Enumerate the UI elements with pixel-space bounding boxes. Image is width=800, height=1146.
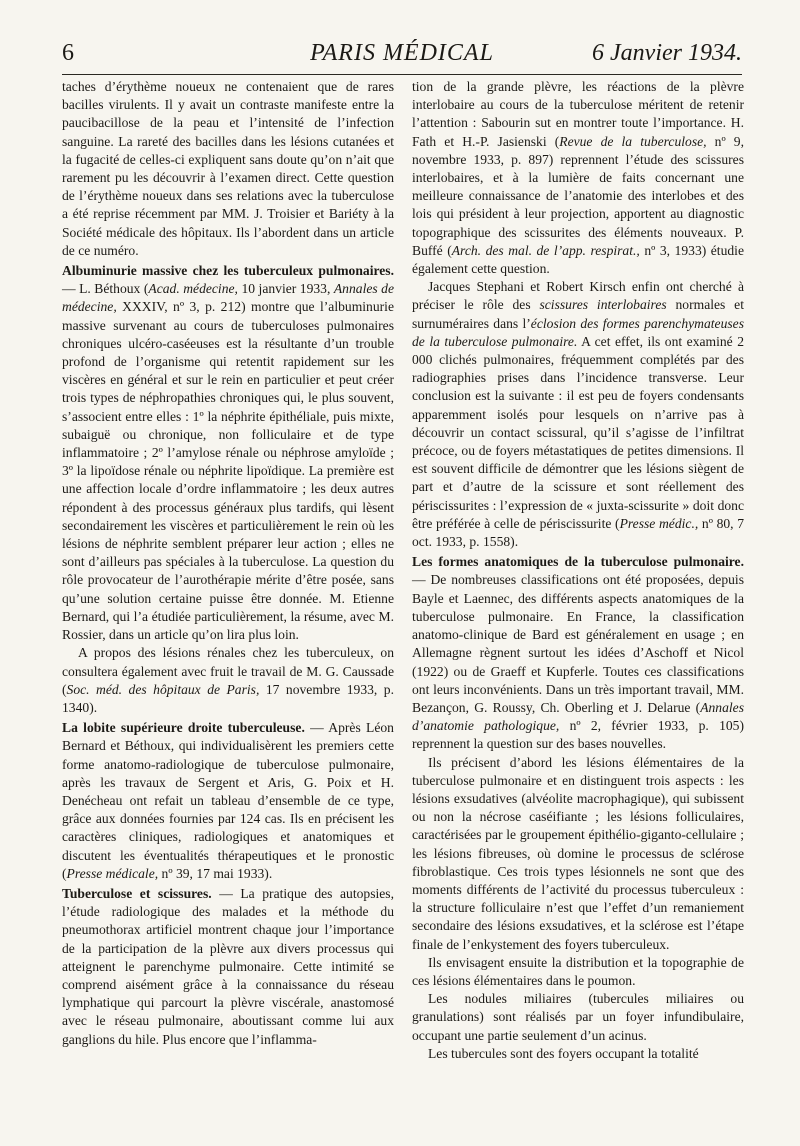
page-number: 6	[62, 40, 74, 66]
section-heading: Albuminurie massive chez les tuberculeux pulmonaires.	[62, 263, 394, 279]
paragraph: Les tubercules sont des foyers occupant la totalité	[428, 1045, 699, 1061]
running-header	[62, 40, 742, 75]
paragraph: Jacques Stephani et Robert Kirsch enfin ont cherché à préciser le rôle des scissures interlobaires normales et surnuméraires dans l’éclosion des formes parenchymateuses de la tuberculose pulmonaire. A cet effet, ils ont examiné 2 000 clichés pulmonaires, fréquemment complétés par des radiographies prises dans l’incidence transverse. Leur conclusion est la suivante : il est peu de foyers condensants apparemment isolés pour lesquels on n’arrive pas à découvrir un contact scissural, qu’il s’agisse de l’infiltrat précoce, ou de foyers métastatiques de petites dimensions. Il est souvent difficile de démontrer que les lésions siègent de part et d’autre de la scissure et sont réellement des périscissurites : l’expression de « juxta-scissurite » doit donc être préférée à celle de périscissurite (Presse médic., nº 80, 7 oct. 1933, p. 1558).	[412, 279, 745, 550]
paragraph: Les nodules miliaires (tubercules miliaires ou granulations) sont réalisés par un foyer infundibulaire, occupant une partie seulement d’un acinus.	[412, 991, 744, 1043]
section-heading: Tuberculose et scissures.	[62, 885, 212, 901]
section-heading: Les formes anatomiques de la tuberculose pulmonaire.	[412, 554, 744, 570]
journal-title: PARIS MÉDICAL	[310, 40, 494, 66]
paragraph: Ils envisagent ensuite la distribution et la topographie de ces lésions élémentaires dans le poumon.	[412, 954, 744, 988]
paragraph: Ils précisent d’abord les lésions élémentaires de la tuberculose pulmonaire et en distinguent trois aspects : les lésions exsudatives (alvéolite macrophagique), qui subissent ou non la nécrose caséifiante ; les lésions folliculaires, caractérisées par le groupement épithélio-giganto-cellulaire ; les lésions fibreuses, où domine le processus de sclérose fibroblastique. Ces trois types lésionnels ne sont que des moments différents de l’activité du processus tuberculeux : la structure folliculaire n’est que l’effet d’un remaniement secondaire des lésions exsudatives, et la sclérose est l’étape finale de l’enkystement des foyers tuberculeux.	[412, 754, 744, 952]
paragraph: tion de la grande plèvre, les réactions de la plèvre interlobaire au cours de la tuberculose méritent de retenir l’attention : Sabourin sut en montrer toute l’importance. H. Fath et H.-P. Jasienski (Revue de la tuberculose, nº 9, novembre 1933, p. 897) reprennent l’étude des scissures interlobaires, et à la lumière de faits concernant une meilleure connaissance de l’anatomie des interlobes et des lois qui président à leur projection, apportent au diagnostic topographique des scissurites des éléments nouveaux. P. Buffé (Arch. des mal. de l’app. respirat., nº 3, 1933) étudie également cette question.	[412, 79, 744, 277]
issue-date: 6 Janvier 1934.	[592, 40, 742, 66]
section-heading: La lobite supérieure droite tuberculeuse.	[62, 720, 305, 736]
paragraph: taches d’érythème noueux ne contenaient que de rares bacilles virulents. Il y avait un contraste manifeste entre la paucibacillose de la peau et l’intensité de l’infection sanguine. La rareté des bacilles dans les lésions cutanées et la fugacité de celles-ci expliquent sans doute qu’on n’ait que rarement pu les découvrir à l’examen direct. Cette question de l’érythème noueux dans ses relations avec la tuberculose a été reprise récemment par MM. J. Troisier et Bariéty à la Société médicale des hôpitaux. Ils l’abordent dans un article de ce numéro.	[62, 79, 394, 258]
right-column: tion de la grande plèvre, les réactions de la plèvre interlobaire au cours de la tuberculose méritent de retenir l’attention : Sabourin sut en montrer toute l’importance. H. Fath et H.-P. Jasienski (Revue de la tuberculose, nº 9, novembre 1933, p. 897) reprennent l’étude des scissures interlobaires, et à la lumière de faits concernant une meilleure connaissance de l’anatomie des interlobes et des lois qui président à leur projection, apportent au diagnostic topographique des scissurites des éléments nouveaux. P. Buffé (Arch. des mal. de l’app. respirat., nº 3, 1933) étudie également cette question. Jacques Stephani et Robert Kirsch enfin ont cherché à préciser le rôle des scissures interlobaires normales et surnuméraires dans l’éclosion des formes parenchymateuses de la tuberculose pulmonaire. A cet effet, ils ont examiné 2 000 clichés pulmonaires, fréquemment complétés par des radiographies prises dans l’incidence transverse. Leur conclusion est la suivante : il est peu de foyers condensants apparemment isolés pour lesquels on n’arrive pas à découvrir un contact scissural, qu’il s’agisse de l’infiltrat précoce, ou de foyers métastatiques de petites dimensions. Il est souvent difficile de démontrer que les lésions siègent de part et d’autre de la scissure et sont réellement des périscissurites : l’expression de « juxta-scissurite » doit donc être préférée à celle de périscissurite (Presse médic., nº 80, 7 oct. 1933, p. 1558). Les formes anatomiques de la tuberculose pulmonaire. — De nombreuses classifications ont été proposées, depuis Bayle et Laennec, des différents aspects anatomiques de la tuberculose pulmonaire. En France, la classification anatomo-clinique de Bard est généralement en usage ; en Allemagne règnent surtout les idées d’Aschoff et Nicol (1922) ou de Graeff et Kupferle. Toutes ces classifications ont leurs inconvénients. Dans un très important travail, MM. Bezançon, G. Roussy, Ch. Oberling et J. Delarue (Annales d’anatomie pathologique, nº 2, février 1933, p. 105) reprennent la question sur des bases nouvelles. Ils précisent d’abord les lésions élémentaires de la tuberculose pulmonaire et en distinguent trois aspects : les lésions exsudatives (alvéolite macrophagique), qui subissent ou non la nécrose caséifiante ; les lésions folliculaires, caractérisées par le groupement épithélio-giganto-cellulaire ; les lésions fibreuses, où domine le processus de sclérose fibroblastique. Ces trois types lésionnels ne sont que des moments différents de l’activité du processus tuberculeux : la structure folliculaire n’est que l’effet d’un remaniement secondaire des lésions exsudatives, et la sclérose est l’étape finale de l’enkystement des foyers tuberculeux. Ils envisagent ensuite la distribution et la topographie de ces lésions élémentaires dans le poumon. Les nodules miliaires (tubercules miliaires ou granulations) sont réalisés par un foyer infundibulaire, occupant une partie seulement d’un acinus. Les tubercules sont des foyers occupant la totalité	[412, 78, 744, 1063]
left-column: taches d’érythème noueux ne contenaient que de rares bacilles virulents. Il y avait un contraste manifeste entre la paucibacillose de la peau et l’intensité de l’infection sanguine. La rareté des bacilles dans les lésions cutanées et la fugacité de celles-ci expliquent sans doute qu’on n’ait que rarement pu les découvrir à l’examen direct. Cette question de l’érythème noueux dans ses relations avec la tuberculose a été reprise récemment par MM. J. Troisier et Bariéty à la Société médicale des hôpitaux. Ils l’abordent dans un article de ce numéro. Albuminurie massive chez les tuberculeux pulmonaires. — L. Béthoux (Acad. médecine, 10 janvier 1933, Annales de médecine, XXXIV, nº 3, p. 212) montre que l’albuminurie massive survenant au cours de tuberculoses pulmonaires chroniques ulcéro-caséeuses est la résultante d’un trouble profond de l’organisme qui retentit rapidement sur les viscères en général et sur le rein en particulier et peut créer trois types de néphropathies chroniques qui, le plus souvent, s’associent entre elles : 1º la néphrite épithéliale, puis mixte, subaiguë ou chronique, non folliculaire et de type inflammatoire ; 2º l’amylose rénale ou néphrose amyloïde ; 3º la lipoïdose rénale ou néphrite lipoïdique. La première est une affection locale d’ordre inflammatoire ; les deux autres répondent à des processus généraux plus tardifs, qui lèsent secondairement les viscères et particulièrement le rein où les lésions de néphrite semblent préparer leur action ; elles ne sont d’ailleurs pas spéciales à la tuberculose. La question du rôle provocateur de l’aurothérapie mérite d’être posée, sans qu’une solution certaine puisse être donnée. M. Etienne Bernard, qui l’a étudiée particulièrement, la résume, avec M. Rossier, dans un article qu’on lira plus loin. A propos des lésions rénales chez les tuberculeux, on consultera également avec fruit le travail de M. G. Caussade (Soc. méd. des hôpitaux de Paris, 17 novembre 1933, p. 1340). La lobite supérieure droite tuberculeuse. — Après Léon Bernard et Béthoux, qui individualisèrent les premiers cette forme anatomo-radiologique de tuberculose pulmonaire, après les travaux de Sergent et Aris, G. Poix et H. Denécheau ont refait un tableau d’ensemble de ce type, grâce aux données fournies par 124 cas. Ils en précisent les caractères cliniques, radiologiques et anatomiques et discutent les éventualités thérapeutiques et le pronostic (Presse médicale, nº 39, 17 mai 1933). Tuberculose et scissures. — La pratique des autopsies, l’étude radiologique des malades et la méthode du pneumothorax artificiel montrent chaque jour l’importance de la participation de la plèvre aux divers processus qui atteignent le parenchyme pulmonaire. Cette intimité se comprend aisément grâce à la connaissance du réseau lymphatique qui parcourt la plèvre viscérale, anastomosé avec le réseau pulmonaire, aboutissant comme lui aux ganglions du hile. Plus encore que l’inflamma-	[62, 79, 394, 1047]
paragraph: A propos des lésions rénales chez les tuberculeux, on consultera également avec fruit le travail de M. G. Caussade (Soc. méd. des hôpitaux de Paris, 17 novembre 1933, p. 1340).	[62, 645, 394, 715]
